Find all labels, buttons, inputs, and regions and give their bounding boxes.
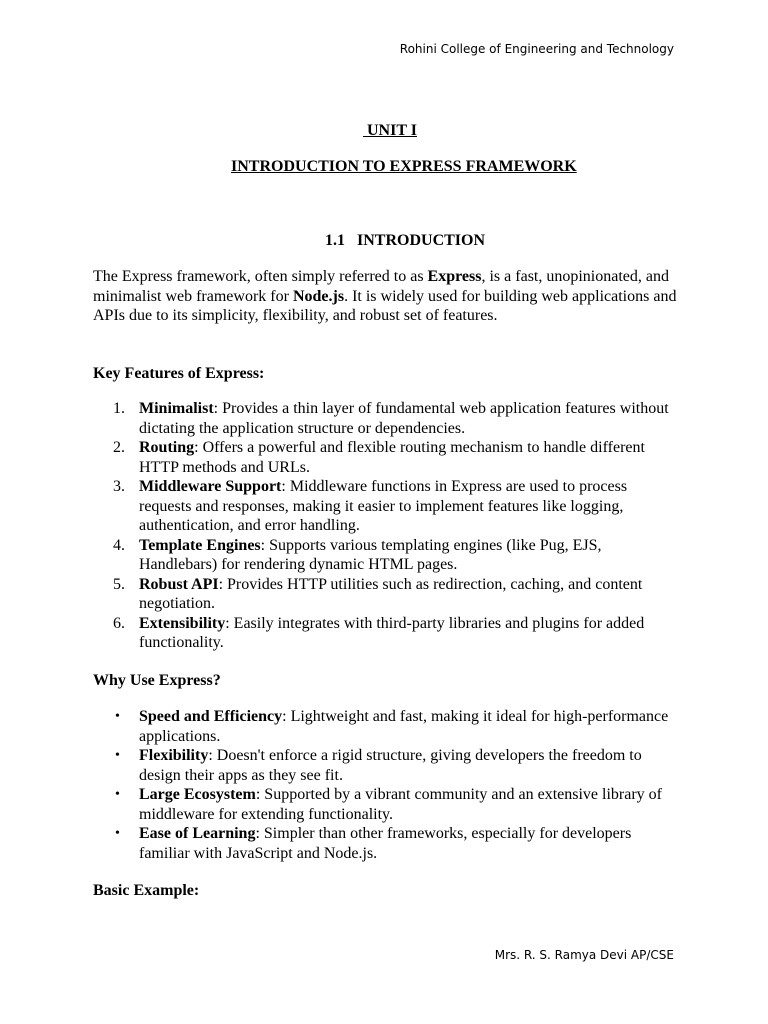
feature-term: Extensibility	[139, 614, 226, 632]
bullet-icon: •	[115, 787, 120, 802]
feature-term: Template Engines	[139, 536, 261, 554]
feature-description: : Provides HTTP utilities such as redirection, caching, and content negotiation.	[139, 575, 643, 612]
list-item	[93, 536, 683, 575]
chapter-title: INTRODUCTION TO EXPRESS FRAMEWORK	[231, 158, 577, 175]
intro-paragraph	[93, 267, 683, 326]
feature-term: Minimalist	[139, 400, 214, 417]
section-title: 1.1 INTRODUCTION	[325, 232, 486, 249]
list-item	[93, 438, 683, 477]
bullet-icon: •	[115, 748, 120, 763]
reason-description: : Supported by a vibrant community and an extensive library of middleware for extending functionality.	[139, 786, 662, 823]
reason-term: Large Ecosystem	[139, 786, 256, 803]
feature-description: : Easily integrates with third-party libraries and plugins for added functionality.	[139, 614, 645, 651]
list-item	[93, 614, 683, 653]
list-item	[93, 399, 683, 438]
list-item	[93, 707, 683, 746]
features-heading: Key Features of Express:	[93, 365, 265, 382]
list-item	[93, 824, 683, 863]
list-number: 3.	[113, 478, 125, 495]
feature-description: : Provides a thin layer of fundamental web application features without dictating the application structure or dependencies.	[139, 400, 669, 437]
list-number: 4.	[113, 536, 125, 554]
feature-description: : Offers a powerful and flexible routing mechanism to handle different HTTP methods and URLs.	[139, 439, 645, 476]
intro-bold-express: Express	[427, 268, 482, 285]
list-number: 1.	[113, 400, 125, 417]
features-list	[93, 399, 683, 653]
bullet-icon: •	[115, 826, 120, 841]
feature-description: : Supports various templating engines (like Pug, EJS, Handlebars) for rendering dynamic HTML pages.	[139, 536, 602, 573]
reason-term: Flexibility	[139, 747, 209, 764]
bullet-icon: •	[115, 709, 120, 724]
why-heading: Why Use Express?	[93, 672, 221, 689]
page-header-institution: Rohini College of Engineering and Technology	[399, 42, 674, 56]
list-item	[93, 575, 683, 614]
list-item	[93, 746, 683, 785]
unit-title: UNIT I	[363, 122, 417, 139]
reason-description: : Doesn't enforce a rigid structure, giving developers the freedom to design their apps as they see fit.	[139, 747, 642, 784]
example-heading: Basic Example:	[93, 882, 200, 899]
list-number: 5.	[113, 575, 125, 593]
reasons-list	[93, 707, 683, 863]
reason-term: Ease of Learning	[139, 825, 256, 842]
feature-term: Routing	[139, 439, 195, 456]
intro-text-1: The Express framework, often simply referred to as	[93, 268, 428, 285]
page-footer-author: Mrs. R. S. Ramya Devi AP/CSE	[494, 948, 674, 962]
feature-term: Robust API	[139, 575, 219, 593]
list-number: 6.	[113, 614, 125, 632]
intro-text-2: , is a fast, unopinionated, and minimalist web framework for	[93, 268, 669, 305]
feature-term: Middleware Support	[139, 478, 282, 495]
reason-description: : Simpler than other frameworks, especially for developers familiar with JavaScript and Node.js.	[139, 825, 632, 862]
list-number: 2.	[113, 439, 125, 456]
intro-text-3: . It is widely used for building web applications and APIs due to its simplicity, flexibility, and robust set of features.	[93, 287, 677, 324]
reason-term: Speed and Efficiency	[139, 708, 283, 725]
list-item	[93, 477, 683, 536]
reason-description: : Lightweight and fast, making it ideal for high-performance applications.	[139, 708, 669, 745]
feature-description: : Middleware functions in Express are used to process requests and responses, making it easier to implement features like logging, authentication, and error handling.	[139, 478, 628, 534]
intro-bold-nodejs: Node.js	[292, 287, 345, 305]
list-item	[93, 785, 683, 824]
